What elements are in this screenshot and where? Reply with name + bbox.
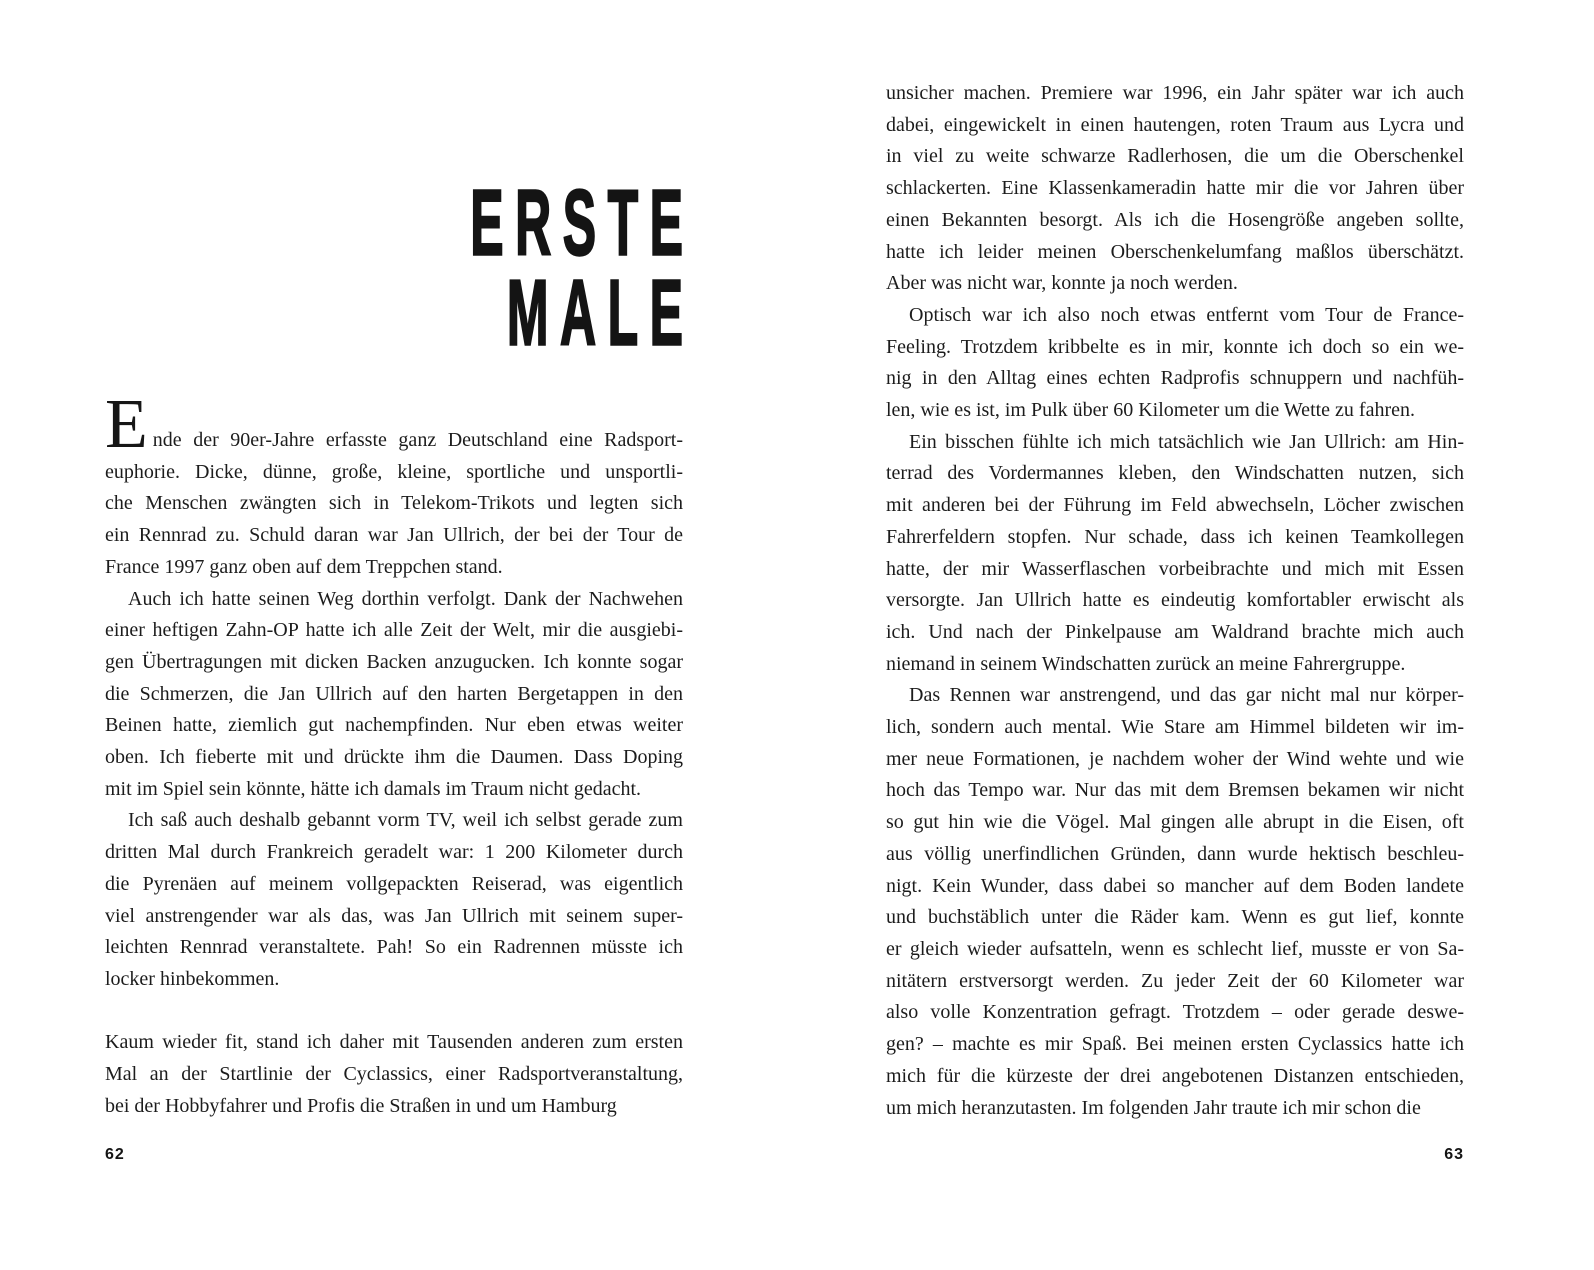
text-line: schlackerten. Eine Klassenkameradin hatte mir die vor Jahren über <box>886 177 1464 200</box>
text-line: Ich saß auch deshalb gebannt vorm TV, weil ich selbst gerade zum <box>128 809 683 832</box>
text-line: gen Übertragungen mit dicken Backen anzugucken. Ich konnte sogar <box>105 650 683 673</box>
paragraph <box>886 300 1464 427</box>
text-line: che Menschen zwängten sich in Telekom-Trikots und legten sich <box>105 492 683 515</box>
text-line: unsicher machen. Premiere war 1996, ein Jahr später war ich auch <box>886 82 1464 104</box>
text-line: Optisch war ich also noch etwas entfernt vom Tour de France- <box>909 303 1464 326</box>
text-line: euphorie. Dicke, dünne, große, kleine, sportliche und unsportli- <box>105 460 683 483</box>
text-line: niemand in seinem Windschatten zurück an meine Fahrergruppe. <box>886 652 1406 675</box>
body-text-left <box>105 386 683 1122</box>
paragraph <box>886 427 1464 681</box>
text-line: in viel zu weite schwarze Radlerhosen, die um die Oberschenkel <box>886 145 1464 168</box>
text-line: einen Bekannten besorgt. Als ich die Hosengröße angeben sollte, <box>886 208 1464 231</box>
text-line: also volle Konzentration gefragt. Trotzdem – oder gerade deswe- <box>886 1001 1464 1024</box>
chapter-title-line-2: MALE <box>506 261 695 366</box>
text-line: viel anstrengender war als das, was Jan Ullrich mit seinem super- <box>105 904 683 927</box>
page-right <box>886 0 1464 1270</box>
text-line: locker hinbekommen. <box>105 967 280 990</box>
page-number-left: 62 <box>105 1146 125 1163</box>
text-line: mit anderen bei der Führung im Feld abwechseln, Löcher zwischen <box>886 494 1464 517</box>
text-line: dabei, eingewickelt in einen hautengen, roten Traum aus Lycra und <box>886 113 1464 136</box>
text-line: Mal an der Startlinie der Cyclassics, einer Radsportveranstaltung, <box>105 1063 683 1086</box>
text-line: versorgte. Jan Ullrich hatte es eindeutig komfortabler erwischt als <box>886 589 1464 612</box>
text-line: Fahrerfeldern stopfen. Nur schade, dass ich keinen Teamkollegen <box>886 525 1464 548</box>
text-line: nigt. Kein Wunder, dass dabei so mancher auf dem Boden landete <box>886 874 1464 897</box>
text-line: Ein bisschen fühlte ich mich tatsächlich wie Jan Ullrich: am Hin- <box>909 430 1464 453</box>
text-line: Aber was nicht war, konnte ja noch werden. <box>886 272 1238 295</box>
body-text-right <box>886 78 1464 1124</box>
text-line: bei der Hobbyfahrer und Profis die Straßen in und um Hamburg <box>105 1094 617 1117</box>
page-number-right: 63 <box>1444 1146 1464 1163</box>
drop-cap: E <box>105 386 148 463</box>
text-line: mit im Spiel sein könnte, hätte ich damals im Traum nicht gedacht. <box>105 777 642 800</box>
page-left <box>105 0 695 1270</box>
text-line: hatte, der mir Wasserflaschen vorbeibrachte und mich mit Essen <box>886 557 1464 580</box>
text-line: len, wie es ist, im Pulk über 60 Kilometer um die Wette zu fahren. <box>886 399 1416 422</box>
text-line: aus völlig unerfindlichen Gründen, dann wurde hektisch beschleu- <box>886 842 1464 865</box>
chapter-title-line-1: ERSTE <box>470 171 695 276</box>
text-line: Kaum wieder fit, stand ich daher mit Tausenden anderen zum ersten <box>105 1031 683 1054</box>
paragraph <box>886 680 1464 1124</box>
text-line: Das Rennen war anstrengend, und das gar nicht mal nur körper- <box>909 684 1464 707</box>
text-line: er gleich wieder aufsatteln, wenn es schlecht lief, musste er von Sa- <box>886 937 1464 960</box>
text-line: Beinen hatte, ziemlich gut nachempfinden. Nur eben etwas weiter <box>105 714 683 737</box>
text-line: mer neue Formationen, je nachdem woher der Wind wehte und wie <box>886 747 1464 770</box>
text-line: ein Rennrad zu. Schuld daran war Jan Ullrich, der bei der Tour de <box>105 524 683 547</box>
text-line: und buchstäblich unter die Räder kam. Wenn es gut lief, konnte <box>886 906 1464 929</box>
text-line: hoch das Tempo war. Nur das mit dem Bremsen bekamen wir nicht <box>886 779 1464 802</box>
text-line: gen? – machte es mir Spaß. Bei meinen ersten Cyclassics hatte ich <box>886 1033 1464 1056</box>
text-line: nig in den Alltag eines echten Radprofis schnuppern und nachfüh- <box>886 367 1464 390</box>
text-line: terrad des Vordermannes kleben, den Windschatten nutzen, sich <box>886 462 1464 485</box>
text-line: mich für die kürzeste der drei angebotenen Distanzen entschieden, <box>886 1064 1464 1087</box>
text-line: leichten Rennrad veranstaltete. Pah! So ein Radrennen müsste ich <box>105 936 683 959</box>
text-line: France 1997 ganz oben auf dem Treppchen stand. <box>105 555 503 578</box>
text-line: um mich heranzutasten. Im folgenden Jahr traute ich mir schon die <box>886 1096 1421 1119</box>
text-line: Auch ich hatte seinen Weg dorthin verfolgt. Dank der Nachwehen <box>128 587 683 610</box>
paragraph <box>105 1027 683 1122</box>
paragraph <box>105 584 683 806</box>
text-line: oben. Ich fieberte mit und drückte ihm die Daumen. Dass Doping <box>105 746 683 769</box>
paragraph <box>886 78 1464 300</box>
text-line: lich, sondern auch mental. Wie Stare am Himmel bildeten wir im- <box>886 716 1464 739</box>
text-line: die Pyrenäen auf meinem vollgepackten Reiserad, was eigentlich <box>105 872 683 895</box>
text-line: Feeling. Trotzdem kribbelte es in mir, konnte ich doch so ein we- <box>886 335 1464 358</box>
text-line: ich. Und nach der Pinkelpause am Waldrand brachte mich auch <box>886 620 1464 643</box>
paragraph <box>105 805 683 995</box>
text-line: dritten Mal durch Frankreich geradelt war: 1 200 Kilometer durch <box>105 841 683 864</box>
text-line: Ende der 90er-Jahre erfasste ganz Deutschland eine Radsport- <box>105 386 683 463</box>
text-line: hatte ich leider meinen Oberschenkelumfang maßlos überschätzt. <box>886 240 1464 263</box>
text-line: nitätern erstversorgt werden. Zu jeder Zeit der 60 Kilometer war <box>886 969 1464 992</box>
paragraph <box>105 386 683 584</box>
text-line: einer heftigen Zahn-OP hatte ich alle Zeit der Welt, mir die ausgiebi- <box>105 619 683 642</box>
text-line: die Schmerzen, die Jan Ullrich auf den harten Bergetappen in den <box>105 682 683 705</box>
text-line: so gut hin wie die Vögel. Mal gingen alle abrupt in die Eisen, oft <box>886 811 1464 834</box>
